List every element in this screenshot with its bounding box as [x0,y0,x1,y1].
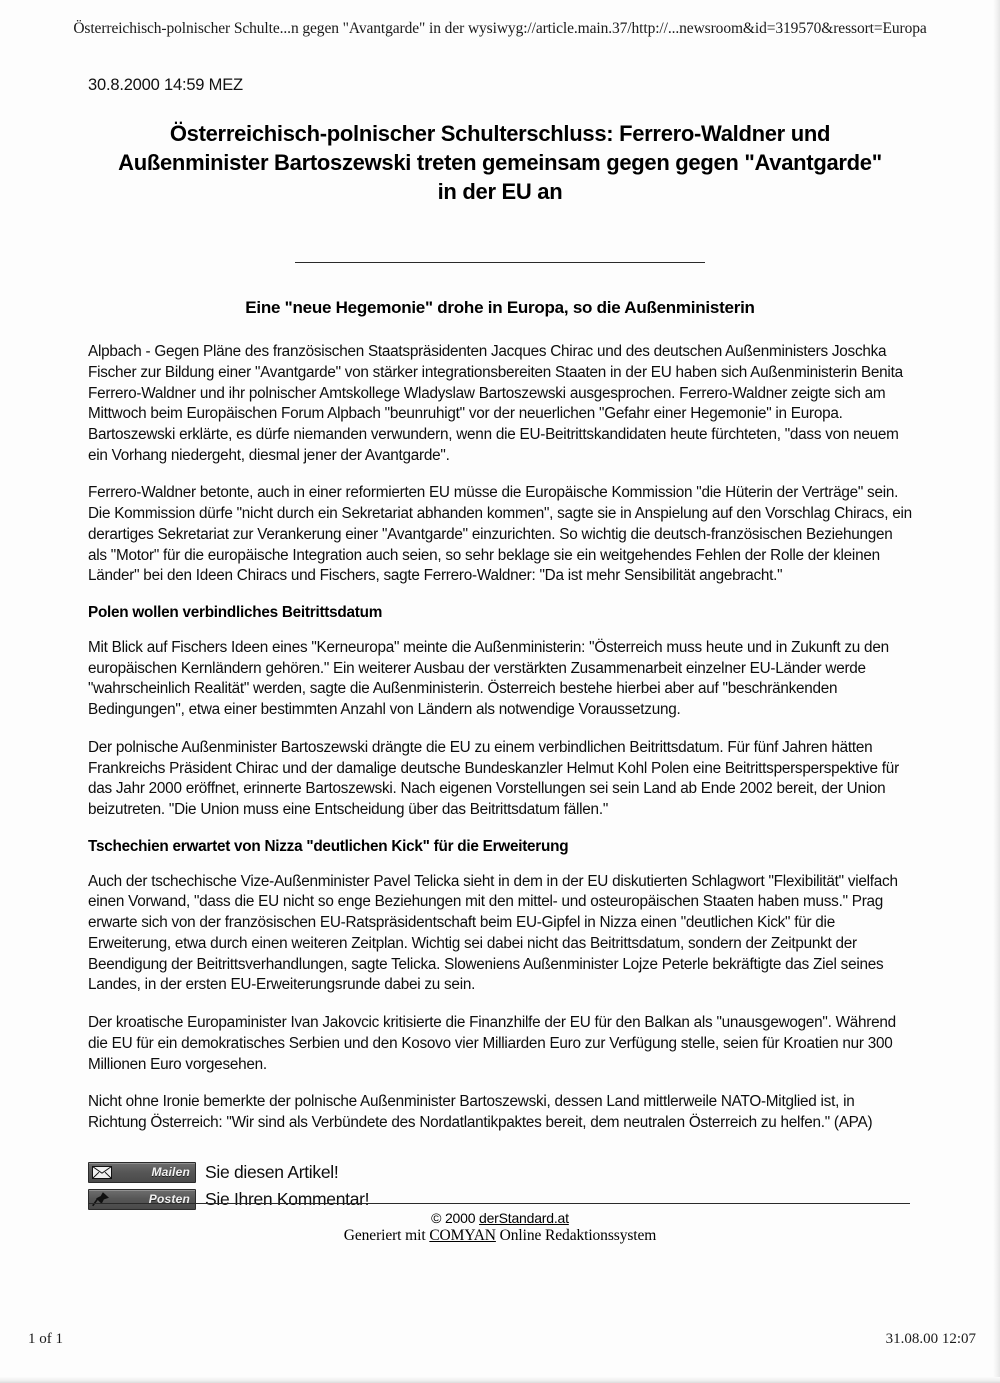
copyright-line [0,1210,1000,1226]
pushpin-glyph [92,1192,109,1207]
page-edge-shadow-bottom [0,1377,1000,1383]
section-subheading: Polen wollen verbindliches Beitrittsdatum [88,604,383,621]
body-paragraph: Der kroatische Europaminister Ivan Jakovcic kritisierte die Finanzhilfe der EU für den Balkan als "unausgewogen". Während die EU für ein demokratisches Serbien und den Kosovo vier Milliarden Euro zur Verfügung stelle, seien für Kroatien nur 300 Millionen Euro vorgesehen. [88,1014,896,1073]
page-edge-shadow-right [993,0,1000,1383]
generator-prefix: Generiert mit [343,1227,430,1244]
page-number: 1 of 1 [28,1331,63,1347]
article-lead: Eine "neue Hegemonie" drohe in Europa, so die Außenministerin [245,298,755,318]
copyright-prefix: © 2000 [431,1210,479,1226]
body-paragraph: Auch der tschechische Vize-Außenminister Pavel Telicka sieht in dem in der EU diskutierten Schlagwort "Flexibilität" vielfach einen Vorwand, "dass die EU nicht so enge Beziehungen mit den mittel- und osteuropäischen Staaten haben muss." Prag erwarte sich von der französischen EU-Ratspräsidentschaft beim EU-Gipfel in Nizza einen "deutlichen Kick" für die Erweiterung, etwa durch einen weiteren Zeitplan. Wichtig sei dabei nicht das Beitrittsdatum, sondern der Zeitpunkt der Beendigung der Beitrittsverhandlungen, sagte Telicka. Sloweniens Außenminister Lojze Peterle bekräftigte das Ziel seines Landes, in der ersten EU-Erweiterungsrunde dabei zu sein. [88,872,898,994]
action-row [88,1189,912,1210]
body-paragraph: Nicht ohne Ironie bemerkte der polnische Außenminister Bartoszewski, dessen Land mittlerweile NATO-Mitglied ist, in Richtung Österreich: "Wir sind als Verbündete des Nordatlantikpaktes bereit, dem neutralen Österreich zu helfen." (APA) [88,1093,873,1131]
envelope-glyph [92,1166,112,1179]
headline-divider [295,262,705,263]
article-body [88,342,912,1134]
browser-print-header: Österreichisch-polnischer Schulte...n gegen "Avantgarde" in der wysiwyg://article.main.37/http://...newsroom&id=319570&ressort=Europa [73,20,927,37]
derstandard-link[interactable]: derStandard.at [479,1210,569,1226]
body-paragraph: Ferrero-Waldner betonte, auch in einer reformierten EU müsse die Europäische Kommission "die Hüterin der Verträge" sein. Die Kommission dürfe "nicht durch ein Sekretariat abhanden kommen", sagte sie in Anspielung auf den Vorschlag Chiracs, ein derartiges Sekretariat zur Verankerung einer "Avantgarde" einzurichten. So wichtig die deutsch-französischen Beziehungen als "Motor" für die europäische Integration auch seien, so sehr beklage sie ein weitgehendes Fehlen der Rolle der kleinen Länder" bei den Ideen Chiracs und Fischers, sagte Ferrero-Waldner: "Da ist mehr Sensibilität angebracht." [88,484,912,585]
body-paragraph: Der polnische Außenminister Bartoszewski drängte die EU zu einem verbindlichen Beitrittsdatum. Für fünf Jahren hätten Frankreichs Präsident Chirac und der damalige deutsche Bundeskanzler Helmut Kohl Polen eine Beitrittspersperspektive für das Jahr 2000 eröffnet, erinnerte Bartoszewski. Nach eigenen Vorstellungen sei sein Land ab Ende 2002 bereit, der Union beizutreten. "Die Union muss eine Entscheidung über das Beitrittsdatum fällen." [88,738,899,819]
pushpin-icon [92,1192,109,1207]
colophon [0,1210,1000,1245]
print-timestamp: 31.08.00 12:07 [885,1331,976,1347]
action-row [88,1162,912,1183]
page-title: Österreichisch-polnischer Schulterschluss: Ferrero-Waldner und Außenminister Bartoszewski treten gemeinsam gegen gegen "Avantgarde" in der EU an [118,121,882,205]
post-comment-button[interactable] [88,1189,196,1210]
body-paragraph: Mit Blick auf Fischers Ideen eines "Kerneuropa" meinte die Außenministerin: "Österreich muss heute und in Zukunft zu den europäischen Kernländern gehören." Ein weiterer Ausbau der verstärkten Zusammenarbeit einzelner EU-Länder werde "wahrscheinlich Realität" werden, sagte die Außenministerin. Österreich bestehe hierbei aber auf "beschränkenden Bedingungen", etwa einer bestimmten Anzahl von Ländern als notwendige Voraussetzung. [88,639,889,719]
envelope-icon [92,1166,112,1179]
article-timestamp: 30.8.2000 14:59 MEZ [88,76,243,94]
generator-line [0,1227,1000,1245]
footer-divider [88,1203,910,1204]
action-description: Sie Ihren Kommentar! [205,1188,370,1209]
body-paragraph: Alpbach - Gegen Pläne des französischen Staatspräsidenten Jacques Chirac und des deutschen Außenministers Joschka Fischer zur Bildung einer "Avantgarde" von stärker integrationsbereiten Staaten in der EU haben sich Außenministerin Benita Ferrero-Waldner und ihr polnischer Amtskollege Wladyslaw Bartoszewski ausgesprochen. Ferrero-Waldner zeigte sich am Mittwoch beim Europäischen Forum Alpbach "beunruhigt" vor der neuerlichen "Gefahr einer Hegemonie" in Europa. Bartoszewski erklärte, es dürfe niemanden verwundern, wenn die EU-Beitrittskandidaten heute fürchteten, "dass von neuem ein Vorhang niedergeht, diesmal jener der Avantgarde". [88,343,903,464]
action-button-label: Mailen [151,1165,190,1180]
generator-suffix: Online Redaktionssystem [495,1227,657,1244]
article-container [88,76,912,1216]
action-description: Sie diesen Artikel! [205,1161,339,1182]
section-subheading: Tschechien erwartet von Nizza "deutlichen Kick" für die Erweiterung [88,837,569,855]
comyan-link[interactable]: COMYAN [429,1227,496,1244]
action-button-label: Posten [148,1192,190,1207]
mail-article-button[interactable] [88,1162,196,1183]
